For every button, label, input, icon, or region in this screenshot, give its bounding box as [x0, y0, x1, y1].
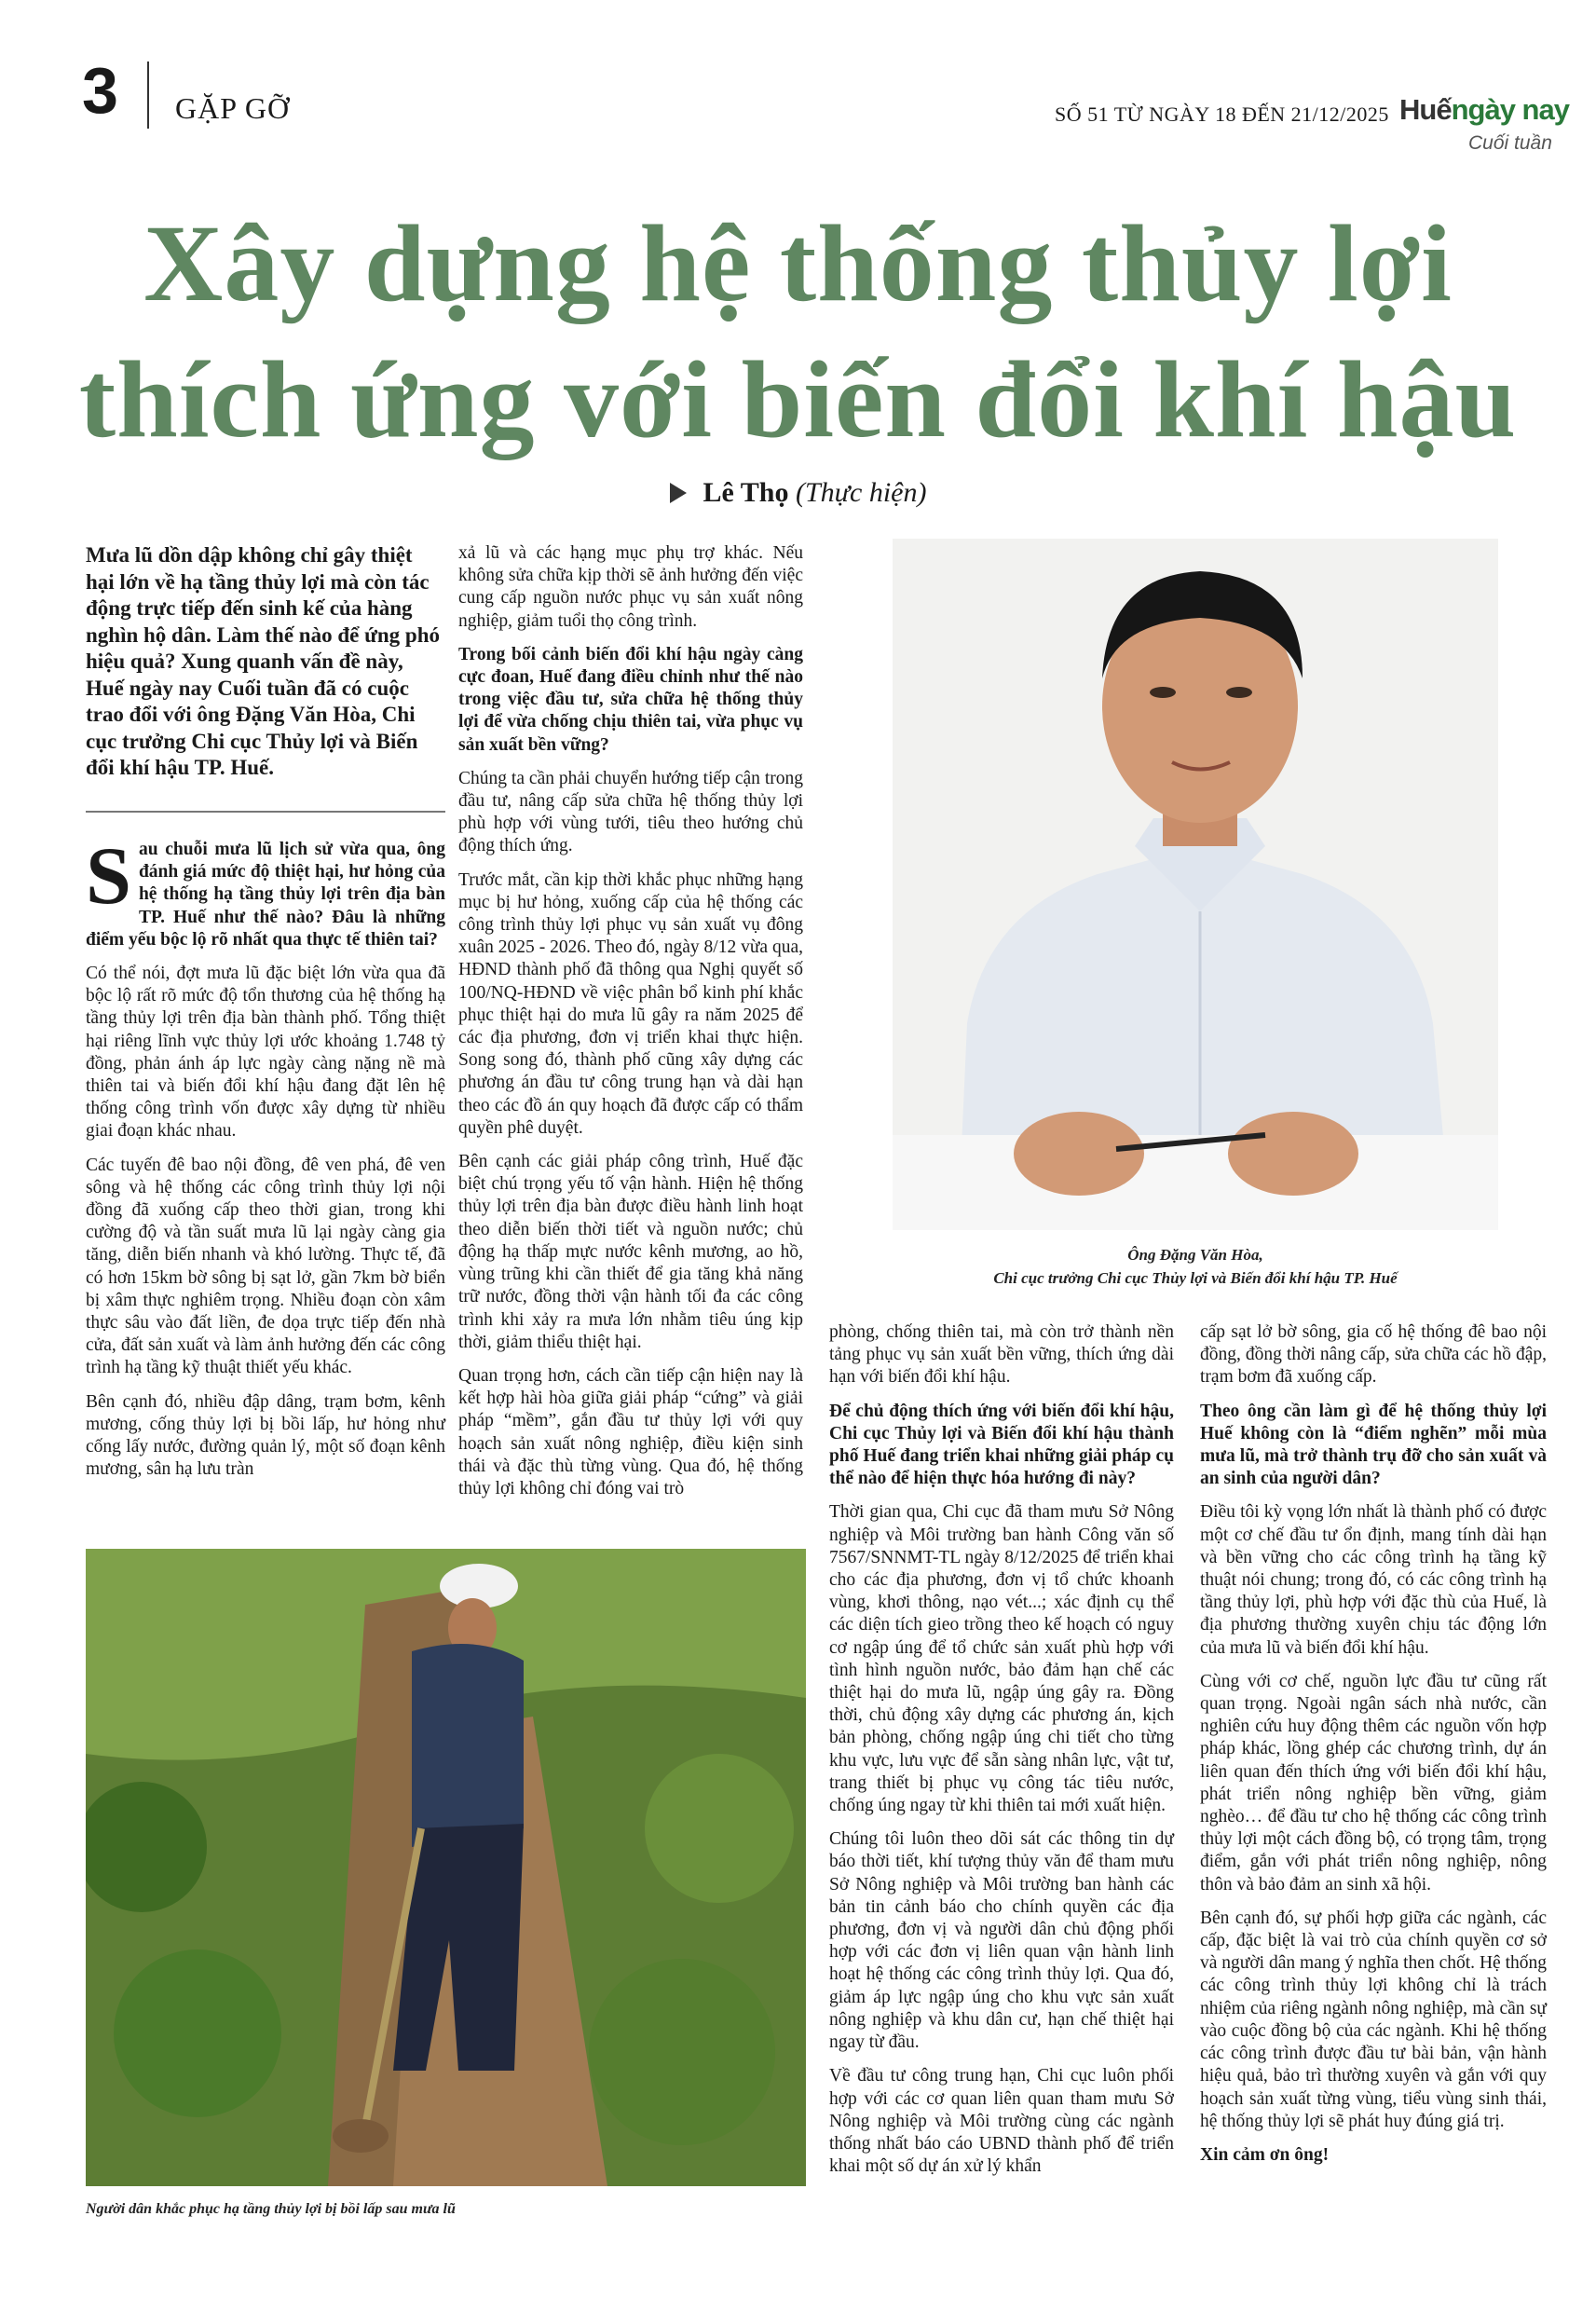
paragraph: Trước mắt, cần kịp thời khắc phục những hạng mục bị hư hỏng, xuống cấp của hệ thống các công trình thủy lợi phục vụ sản xuất vụ đông xuân 2025 - 2026. Theo đó, ngày 8/12 vừa qua, HĐND thành phố đã thông qua Nghị quyết số 100/NQ-HĐND về việc phân bổ kinh phí khắc phục thiệt hại do mưa lũ gây ra năm 2025 để các địa phương, đơn vị triển khai thực hiện. Song song đó, thành phố cũng xây dựng các phương án đầu tư công trung hạn và dài hạn theo các đồ án quy hoạch đã được cấp có thẩm quyền phê duyệt.	[458, 869, 803, 1138]
paragraph: phòng, chống thiên tai, mà còn trở thành nền tảng phục vụ sản xuất bền vững, thích ứng dài hạn với biến đổi khí hậu.	[829, 1322, 1174, 1388]
column-4	[1200, 1321, 1547, 2178]
paragraph: Các tuyến đê bao nội đồng, đê ven phá, đê ven sông và hệ thống các công trình thủy lợi nội đồng đã xuống cấp theo thời gian, trong khi cường độ và tần suất mưa lũ lại ngày càng gia tăng, diễn biến nhanh và khó lường. Thực tế, đã có hơn 15km bờ sông bị sạt lở, gần 7km bờ biển bị xâm thực nghiêm trọng. Nhiều đoạn còn xâm thực sâu vào đất liền, đe dọa trực tiếp đến nhà cửa, đất sản xuất và làm ảnh hưởng đến các công trình hạ tầng kỹ thuật thiết yếu khác.	[86, 1155, 445, 1378]
paragraph: xả lũ và các hạng mục phụ trợ khác. Nếu không sửa chữa kịp thời sẽ ảnh hưởng đến việc cung cấp nguồn nước phục vụ sản xuất nông nghiệp, giảm tuổi thọ công trình.	[458, 543, 803, 631]
portrait-caption-title: Chi cục trưởng Chi cục Thủy lợi và Biến đổi khí hậu TP. Huế	[993, 1269, 1398, 1287]
issue-info: SỐ 51 TỪ NGÀY 18 ĐẾN 21/12/2025	[1055, 103, 1389, 126]
question-3: Để chủ động thích ứng với biến đổi khí hậu, Chi cục Thủy lợi và Biến đổi khí hậu thành phố Huế đang triển khai những giải pháp cụ thể nào để hiện thực hóa hướng đi này?	[829, 1401, 1174, 1489]
portrait-caption	[893, 1243, 1498, 1290]
paragraph: Cùng với cơ chế, nguồn lực đầu tư cũng rất quan trọng. Ngoài ngân sách nhà nước, cần nghiên cứu huy động thêm các nguồn vốn hợp pháp khác, lồng ghép các chương trình, dự án liên quan đến thích ứng với biến đổi khí hậu, phát triển nông nghiệp bền vững, giảm nghèo… để đầu tư cho hệ thống các công trình thủy lợi một cách đồng bộ, có trọng tâm, trọng điểm, gắn với phát triển nông nghiệp, nông thôn và bảo đảm an sinh xã hội.	[1200, 1671, 1547, 1895]
brand-main: Huế	[1399, 93, 1452, 126]
field-photo-illustration	[86, 1549, 806, 2186]
paragraph: Bên cạnh đó, sự phối hợp giữa các ngành, các cấp, đặc biệt là vai trò của chính quyền cơ sở và người dân mang ý nghĩa then chốt. Hệ thống các công trình thủy lợi không chỉ là trách nhiệm của riêng ngành nông nghiệp, mà cần sự vào cuộc đồng bộ của các ngành. Khi hệ thống các công trình được đầu tư bài bản, vận hành hiệu quả, bảo trì thường xuyên và gắn với quy hoạch sản xuất từng vùng, tiểu vùng sinh thái, hệ thống thủy lợi sẽ phát huy đúng giá trị.	[1200, 1908, 1547, 2131]
paragraph: Điều tôi kỳ vọng lớn nhất là thành phố có được một cơ chế đầu tư ổn định, mang tính dài hạn và bền vững cho các công trình hạ tầng kỹ thuật nói chung; trong đó, có các công trình hạ tầng thủy lợi, phù hợp với đặc thù của Huế, là địa phương thường xuyên chịu tác động lớn của mưa lũ và biến đổi khí hậu.	[1200, 1502, 1547, 1658]
column-1	[86, 831, 445, 1492]
play-triangle-icon	[670, 483, 687, 503]
paragraph: Chúng ta cần phải chuyển hướng tiếp cận trong đầu tư, nâng cấp sửa chữa hệ thống thủy lợi phù hợp với vùng tưới, tiêu theo hướng chủ động thích ứng.	[458, 768, 803, 856]
brand-subtitle: Cuối tuần	[1468, 132, 1552, 154]
question-2: Trong bối cảnh biến đổi khí hậu ngày càng cực đoan, Huế đang điều chỉnh như thế nào trong việc đầu tư, sửa chữa hệ thống thủy lợi để vừa chống chịu thiên tai, vừa phục vụ sản xuất bền vững?	[458, 644, 803, 755]
author-role: (Thực hiện)	[795, 477, 927, 508]
header-divider	[147, 62, 149, 129]
drop-cap: S	[86, 831, 131, 922]
question-1-text: au chuỗi mưa lũ lịch sử vừa qua, ông đánh giá mức độ thiệt hại, hư hỏng của hệ thống hạ tầng thủy lợi trên địa bàn TP. Huế như thế nào? Đâu là những điểm yếu bộc lộ rõ nhất qua thực tế thiên tai?	[86, 840, 445, 950]
field-photo	[86, 1549, 806, 2186]
title-line-2: thích ứng với biến đổi khí hậu	[78, 338, 1518, 460]
portrait-caption-name: Ông Đặng Văn Hòa,	[1127, 1246, 1263, 1264]
article-title	[56, 196, 1540, 468]
brand-logo	[1399, 93, 1569, 127]
byline	[0, 477, 1596, 509]
section-label: GẶP GỠ	[175, 91, 291, 125]
portrait-illustration	[893, 539, 1498, 1230]
paragraph: Chúng tôi luôn theo dõi sát các thông tin dự báo thời tiết, khí tượng thủy văn để tham mưu Sở Nông nghiệp và Môi trường ban hành các bản tin cảnh báo cho chính quyền các địa phương, đơn vị và người dân chủ động phối hợp với các đơn vị liên quan vận hành linh hoạt hệ thống các công trình thủy lợi. Qua đó, giảm áp lực ngập úng cho khu vực sản xuất nông nghiệp và khu dân cư, hạn chế thiệt hại ngay từ đầu.	[829, 1829, 1174, 2053]
lead-divider	[86, 811, 445, 813]
closing-line: Xin cảm ơn ông!	[1200, 2144, 1330, 2165]
question-4: Theo ông cần làm gì để hệ thống thủy lợi Huế không còn là “điểm nghẽn” mỗi mùa mưa lũ, mà trở thành trụ đỡ cho sản xuất và an sinh của người dân?	[1200, 1401, 1547, 1489]
author-name: Lê Thọ	[703, 477, 789, 508]
paragraph: Bên cạnh đó, nhiều đập dâng, trạm bơm, kênh mương, cống thủy lợi bị bồi lấp, hư hỏng như cống lấy nước, đường quản lý, một số đoạn kênh mương, sân hạ lưu tràn	[86, 1391, 445, 1480]
paragraph: cấp sạt lở bờ sông, gia cố hệ thống đê bao nội đồng, đồng thời nâng cấp, sửa chữa các hồ đập, trạm bơm đã xuống cấp.	[1200, 1322, 1547, 1388]
paragraph: Có thể nói, đợt mưa lũ đặc biệt lớn vừa qua đã bộc lộ rất rõ mức độ tổn thương của hệ thống hạ tầng thủy lợi trên địa bàn thành phố. Tổng thiệt hại riêng lĩnh vực thủy lợi ước khoảng 1.748 tỷ đồng, phản ánh áp lực ngày càng nặng nề mà thiên tai và biến đổi khí hậu đang đặt lên hệ thống công trình vốn được xây dựng từ nhiều giai đoạn khác nhau.	[86, 964, 445, 1142]
portrait-photo	[893, 539, 1498, 1230]
brand-accent: ngày nay	[1451, 93, 1569, 126]
paragraph: Quan trọng hơn, cách cần tiếp cận hiện nay là kết hợp hài hòa giữa giải pháp “cứng” và giải pháp “mềm”, gắn đầu tư thủy lợi với quy hoạch sản xuất nông nghiệp, điều kiện sinh thái và đặc thù từng vùng. Qua đó, hệ thống thủy lợi không chỉ đóng vai trò	[458, 1365, 803, 1498]
photo-caption: Người dân khắc phục hạ tầng thủy lợi bị bồi lấp sau mưa lũ	[86, 2201, 456, 2217]
page-number: 3	[82, 54, 118, 127]
paragraph: Thời gian qua, Chi cục đã tham mưu Sở Nông nghiệp và Môi trường ban hành Công văn số 7567/SNNMT-TL ngày 8/12/2025 để triển khai cho các địa phương, đơn vị tổ chức khoanh vùng, khơi thông, nạo vét...; xác định cụ thể các diện tích gieo trồng theo kế hoạch có nguy cơ ngập úng để tổ chức sản xuất phù hợp với tình hình nguồn nước, bảo đảm hạn chế các thiệt hại do mưa lũ, ngập úng gây ra. Đồng thời, chủ động xây dựng các phương án, kịch bản phòng, chống ngập úng chi tiết cho từng khu vực, lưu vực để sẵn sàng nhân lực, vật tư, trang thiết bị phục vụ công tác tiêu nước, chống úng ngay từ khi thiên tai mới xuất hiện.	[829, 1502, 1174, 1816]
column-2	[458, 542, 803, 1512]
question-1	[86, 831, 445, 951]
column-3	[829, 1321, 1174, 2189]
title-line-1: Xây dựng hệ thống thủy lợi	[143, 202, 1453, 324]
paragraph: Bên cạnh các giải pháp công trình, Huế đặc biệt chú trọng yếu tố vận hành. Hiện hệ thống thủy lợi trên địa bàn được điều hành linh hoạt theo diễn biến thời tiết và nguồn nước; chủ động hạ thấp mực nước kênh mương, ao hồ, vùng trũng khi cần thiết để gia tăng khả năng trữ nước, đồng thời vận hành tối đa các công trình khi xảy ra mưa lớn nhằm tiêu úng kịp thời, giảm thiểu thiệt hại.	[458, 1152, 803, 1352]
paragraph: Về đầu tư công trung hạn, Chi cục luôn phối hợp với các cơ quan liên quan tham mưu Sở Nông nghiệp và Môi trường cùng các ngành thống nhất báo cáo UBND thành phố để triển khai một số dự án xử lý khẩn	[829, 2066, 1174, 2177]
article-lead: Mưa lũ dồn dập không chỉ gây thiệt hại lớn về hạ tầng thủy lợi mà còn tác động trực tiếp đến sinh kế của hàng nghìn hộ dân. Làm thế nào để ứng phó hiệu quả? Xung quanh vấn đề này, Huế ngày nay Cuối tuần đã có cuộc trao đổi với ông Đặng Văn Hòa, Chi cục trưởng Chi cục Thủy lợi và Biến đổi khí hậu TP. Huế.	[86, 543, 441, 779]
